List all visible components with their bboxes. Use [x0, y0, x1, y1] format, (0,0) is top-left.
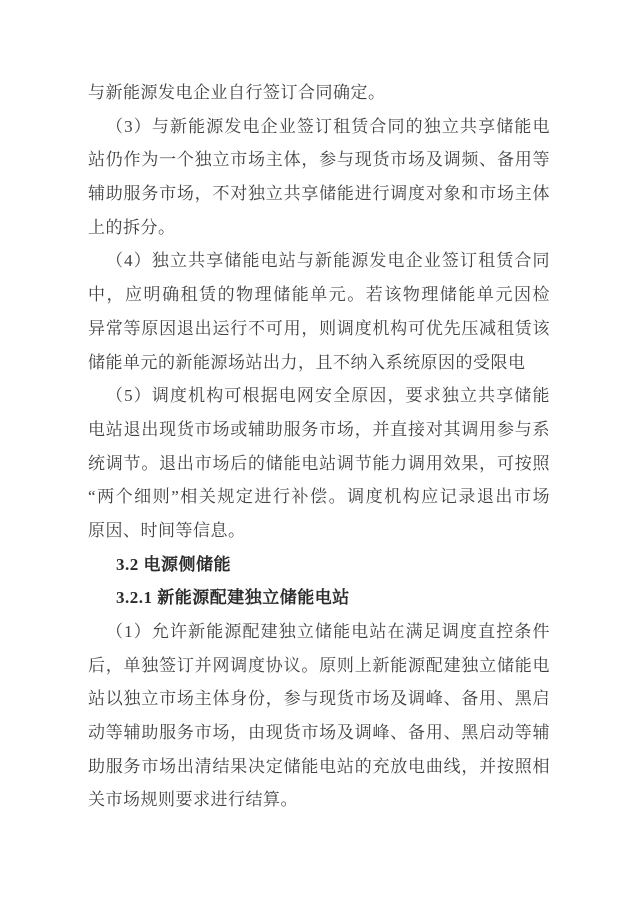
body-line: 动等辅助服务市场，由现货市场及调峰、备用、黑启动等辅	[88, 723, 550, 743]
heading-3-2-1: 3.2.1 新能源配建独立储能电站	[116, 588, 350, 608]
body-line: 辅助服务市场，不对独立共享储能进行调度对象和市场主体	[88, 184, 550, 204]
paragraph-end-line: 储能单元的新能源场站出力，且不纳入系统原因的受限电	[88, 352, 526, 372]
body-line: 助服务市场出清结果决定储能电站的充放电曲线，并按照相	[88, 756, 550, 776]
paragraph-end-line: 原因、时间等信息。	[88, 520, 246, 540]
body-line: 电站退出现货市场或辅助服务市场，并直接对其调用参与系	[88, 419, 550, 439]
body-line: “两个细则”相关规定进行补偿。调度机构应记录退出市场	[88, 487, 550, 507]
paragraph-start-line: （5）调度机构可根据电网安全原因，要求独立共享储能	[106, 386, 550, 406]
body-line: 站以独立市场主体身份，参与现货市场及调峰、备用、黑启	[88, 689, 550, 709]
body-line: 中，应明确租赁的物理储能单元。若该物理储能单元因检	[88, 285, 550, 305]
paragraph-start-line: （3）与新能源发电企业签订租赁合同的独立共享储能电	[106, 116, 550, 136]
body-line: 站仍作为一个独立市场主体，参与现货市场及调频、备用等	[88, 150, 550, 170]
document-text-block	[88, 76, 550, 817]
paragraph-start-line: （4）独立共享储能电站与新能源发电企业签订租赁合同	[106, 251, 550, 271]
paragraph-end-line: 上的拆分。	[88, 217, 176, 237]
body-line: 后，单独签订并网调度协议。原则上新能源配建独立储能电	[88, 655, 550, 675]
paragraph-end-line: 关市场规则要求进行结算。	[88, 790, 298, 810]
paragraph-start-line: （1）允许新能源配建独立储能电站在满足调度直控条件	[106, 622, 550, 641]
heading-3-2: 3.2 电源侧储能	[116, 554, 231, 574]
body-line: 统调节。退出市场后的储能电站调节能力调用效果，可按照	[88, 453, 550, 473]
body-line: 异常等原因退出运行不可用，则调度机构可优先压减租赁该	[88, 318, 550, 338]
body-line: 与新能源发电企业自行签订合同确定。	[88, 83, 386, 102]
